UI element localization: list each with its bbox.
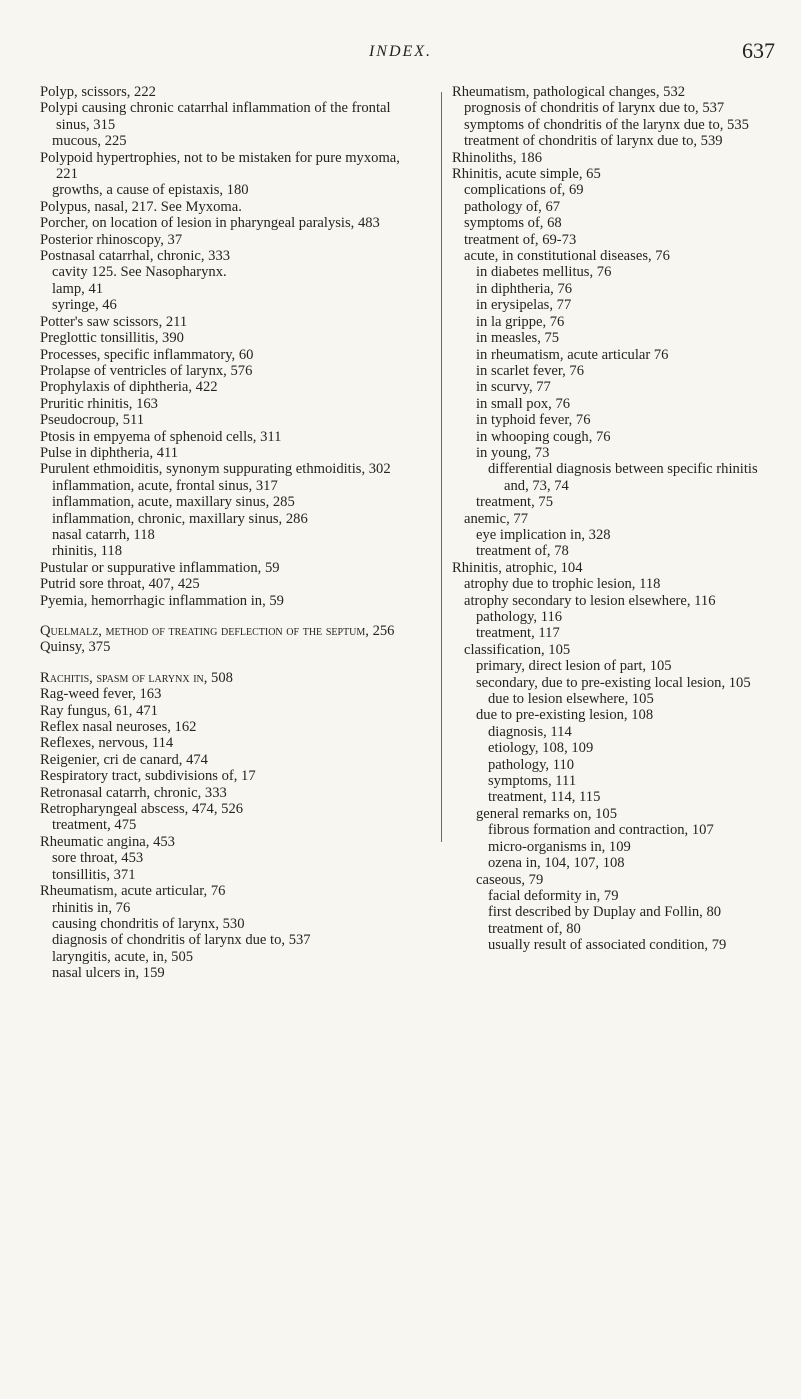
index-entry (452, 379, 782, 395)
index-entry-text: Rag-weed fever, 163 (40, 686, 162, 703)
index-entry (40, 330, 420, 346)
index-entry-text: treatment, 75 (476, 494, 553, 511)
index-entry-text: Polypi causing chronic catarrhal inflammation of the frontal sinus, 315 (40, 100, 391, 133)
index-entry-text: Pseudocroup, 511 (40, 412, 145, 429)
index-entry-text: Ray fungus, 61, 471 (40, 702, 158, 719)
index-entry (452, 429, 782, 445)
index-entry-text: in scurvy, 77 (476, 379, 551, 396)
index-entry (452, 576, 782, 592)
index-entry-text: ozena in, 104, 107, 108 (488, 855, 625, 872)
index-entry (40, 719, 420, 735)
index-entry (452, 625, 782, 641)
index-entry (452, 822, 782, 838)
index-entry (40, 133, 420, 149)
index-entry (40, 429, 420, 445)
index-entry (452, 330, 782, 346)
index-entry (452, 789, 782, 805)
index-entry (452, 248, 782, 264)
index-entry-text: complications of, 69 (464, 182, 584, 199)
index-entry-text: mucous, 225 (52, 133, 127, 150)
index-entry-text: caseous, 79 (476, 871, 544, 888)
index-entry (40, 752, 420, 768)
index-entry-text: Rheumatic angina, 453 (40, 833, 175, 850)
index-entry (40, 379, 420, 395)
index-entry-text: Pyemia, hemorrhagic inflammation in, 59 (40, 592, 284, 609)
index-entry-text: treatment, 117 (476, 625, 560, 642)
index-entry-text: treatment, 475 (52, 817, 137, 834)
index-entry-text: Quinsy, 375 (40, 639, 111, 656)
index-entry (452, 117, 782, 133)
index-entry-text: Rhinoliths, 186 (452, 149, 543, 166)
index-entry (40, 639, 420, 655)
index-entry-text: sore throat, 453 (52, 850, 144, 867)
index-entry-text: fibrous formation and contraction, 107 (488, 822, 714, 839)
index-entry (40, 900, 420, 916)
index-entry (452, 872, 782, 888)
index-entry-text: Rhinitis, atrophic, 104 (452, 559, 583, 576)
index-entry-text: Putrid sore throat, 407, 425 (40, 576, 200, 593)
index-entry-text: due to lesion elsewhere, 105 (488, 691, 654, 708)
index-entry-text: Polypoid hypertrophies, not to be mistaken for pure myxoma, 221 (40, 149, 400, 183)
index-entry (452, 658, 782, 674)
index-entry-text: pathology, 110 (488, 756, 575, 773)
index-entry (452, 363, 782, 379)
index-entry (452, 297, 782, 313)
index-entry (452, 806, 782, 822)
index-entry-text: Retropharyngeal abscess, 474, 526 (40, 801, 244, 818)
index-entry-text: Prolapse of ventricles of larynx, 576 (40, 362, 253, 379)
index-entry-text: cavity 125. See Nasopharynx. (52, 264, 227, 281)
index-entry (40, 543, 420, 559)
index-entry (40, 494, 420, 510)
index-entry-text: laryngitis, acute, in, 505 (52, 948, 194, 965)
index-entry (452, 675, 782, 691)
index-entry (40, 461, 420, 477)
index-entry-text: Purulent ethmoiditis, synonym suppurating ethmoiditis, 302 (40, 461, 391, 478)
index-entry-text: Polypus, nasal, 217. See Myxoma. (40, 198, 242, 215)
index-entry (452, 707, 782, 723)
index-entry-text: secondary, due to pre-existing local lesion, 105 (476, 674, 751, 691)
index-entry (40, 445, 420, 461)
index-entry-text: in scarlet fever, 76 (476, 362, 585, 379)
index-entry-text: etiology, 108, 109 (488, 740, 594, 757)
index-entry-text: in young, 73 (476, 444, 550, 461)
index-entry (452, 527, 782, 543)
index-entry (40, 916, 420, 932)
index-entry-text: Rhinitis, acute simple, 65 (452, 166, 601, 183)
index-entry (452, 347, 782, 363)
index-entry (452, 855, 782, 871)
index-entry (452, 215, 782, 231)
index-entry (40, 932, 420, 948)
index-entry-text: Pustular or suppurative inflammation, 59 (40, 559, 280, 576)
index-entry-text: acute, in constitutional diseases, 76 (464, 248, 670, 265)
index-entry (40, 785, 420, 801)
index-entry (40, 182, 420, 198)
index-entry-text: Processes, specific inflammatory, 60 (40, 346, 254, 363)
index-entry (452, 412, 782, 428)
index-entry (40, 623, 420, 639)
index-entry-text: facial deformity in, 79 (488, 887, 619, 904)
index-entry (452, 511, 782, 527)
index-entry (40, 84, 420, 100)
index-entry-text: due to pre-existing lesion, 108 (476, 707, 654, 724)
index-entry (452, 609, 782, 625)
index-entry-text: Quelmalz, method of treating deflection of the septum, 256 (40, 623, 395, 639)
index-entry-text: Ptosis in empyema of sphenoid cells, 311 (40, 428, 282, 445)
index-entry (40, 199, 420, 215)
index-entry (452, 232, 782, 248)
index-entry (452, 445, 782, 461)
index-entry-text: Pruritic rhinitis, 163 (40, 395, 158, 412)
index-entry (40, 297, 420, 313)
index-entry (452, 724, 782, 740)
index-entry (452, 691, 782, 707)
index-entry (40, 363, 420, 379)
index-entry-text: symptoms of chondritis of the larynx due to, 535 (464, 116, 749, 133)
index-entry (452, 494, 782, 510)
index-entry-text: syringe, 46 (52, 297, 117, 314)
index-entry (40, 478, 420, 494)
index-entry (40, 264, 420, 280)
index-entry-text: general remarks on, 105 (476, 805, 618, 822)
index-entry-text: inflammation, chronic, maxillary sinus, 286 (52, 510, 308, 527)
index-entry-text: Prophylaxis of diphtheria, 422 (40, 379, 218, 396)
index-entry (40, 593, 420, 609)
index-entry (452, 740, 782, 756)
page-number: 637 (742, 38, 775, 63)
index-entry-text: eye implication in, 328 (476, 526, 611, 543)
index-entry-text: tonsillitis, 371 (52, 866, 136, 883)
index-entry-text: Potter's saw scissors, 211 (40, 313, 188, 330)
index-entry (40, 965, 420, 981)
index-entry (452, 773, 782, 789)
index-entry (40, 412, 420, 428)
index-entry (40, 670, 420, 686)
index-entry-text: pathology, 116 (476, 609, 563, 625)
index-entry-text: in diabetes mellitus, 76 (476, 264, 612, 281)
index-entry-text: Porcher, on location of lesion in pharyngeal paralysis, 483 (40, 215, 380, 232)
index-entry (452, 182, 782, 198)
index-entry-text: lamp, 41 (52, 280, 104, 297)
index-entry-text: symptoms, 111 (488, 773, 577, 790)
index-entry-text: anemic, 77 (464, 510, 529, 527)
index-entry-text: in measles, 75 (476, 330, 560, 347)
index-entry-text: in diphtheria, 76 (476, 280, 573, 297)
index-entry (40, 281, 420, 297)
index-entry (40, 850, 420, 866)
right-index-column (452, 84, 782, 954)
index-entry-text: growths, a cause of epistaxis, 180 (52, 182, 249, 199)
index-entry-text: Posterior rhinoscopy, 37 (40, 231, 183, 248)
index-entry (452, 314, 782, 330)
index-entry-text: pathology of, 67 (464, 198, 561, 215)
index-entry (452, 84, 782, 100)
index-entry (40, 560, 420, 576)
index-entry-text: in whooping cough, 76 (476, 428, 611, 445)
index-entry-text: Respiratory tract, subdivisions of, 17 (40, 768, 256, 785)
index-entry (452, 904, 782, 920)
index-entry (452, 757, 782, 773)
index-entry-text: Retronasal catarrh, chronic, 333 (40, 784, 227, 801)
index-entry-text: treatment of, 78 (476, 543, 569, 560)
index-entry-text: nasal ulcers in, 159 (52, 965, 165, 982)
index-entry-text: Rheumatism, pathological changes, 532 (452, 84, 686, 100)
index-entry (40, 232, 420, 248)
index-entry-text: Reigenier, cri de canard, 474 (40, 751, 208, 768)
index-entry (40, 576, 420, 592)
index-entry-text: Polyp, scissors, 222 (40, 84, 156, 100)
index-entry-text: treatment of, 80 (488, 920, 581, 937)
index-entry-text: in erysipelas, 77 (476, 297, 572, 314)
index-entry (452, 264, 782, 280)
index-entry-text: inflammation, acute, frontal sinus, 317 (52, 477, 278, 494)
index-entry-text: treatment of, 69-73 (464, 231, 577, 248)
index-entry (452, 888, 782, 904)
index-entry-text: Reflexes, nervous, 114 (40, 735, 174, 752)
index-entry (40, 527, 420, 543)
index-entry-text: rhinitis in, 76 (52, 899, 131, 916)
index-entry (452, 461, 782, 494)
index-entry-text: primary, direct lesion of part, 105 (476, 658, 672, 675)
index-entry-text: micro-organisms in, 109 (488, 838, 631, 855)
index-entry (40, 735, 420, 751)
index-entry (452, 396, 782, 412)
index-entry (452, 133, 782, 149)
index-entry-text: diagnosis of chondritis of larynx due to, 537 (52, 932, 311, 949)
index-entry-text: inflammation, acute, maxillary sinus, 285 (52, 494, 295, 511)
index-entry-text: Reflex nasal neuroses, 162 (40, 719, 197, 736)
index-entry (452, 150, 782, 166)
index-entry-text: treatment, 114, 115 (488, 789, 601, 806)
index-entry (452, 937, 782, 953)
index-entry (452, 593, 782, 609)
index-entry-text: prognosis of chondritis of larynx due to, 537 (464, 100, 725, 117)
index-entry (40, 949, 420, 965)
index-entry (452, 921, 782, 937)
index-entry-text: Preglottic tonsillitis, 390 (40, 330, 184, 347)
index-entry (40, 686, 420, 702)
index-entry-text: in rheumatism, acute articular 76 (476, 346, 669, 363)
index-entry-text: Pulse in diphtheria, 411 (40, 444, 179, 461)
index-entry-text: symptoms of, 68 (464, 215, 562, 232)
index-entry-text: diagnosis, 114 (488, 723, 572, 740)
column-divider (441, 92, 442, 842)
index-entry (40, 817, 420, 833)
index-entry (40, 768, 420, 784)
index-entry (452, 839, 782, 855)
index-entry-text: rhinitis, 118 (52, 543, 122, 560)
index-entry (40, 801, 420, 817)
index-entry-text: classification, 105 (464, 641, 571, 658)
index-entry (40, 215, 420, 231)
index-entry (452, 199, 782, 215)
index-entry-text: atrophy secondary to lesion elsewhere, 116 (464, 592, 716, 609)
index-entry-text: atrophy due to trophic lesion, 118 (464, 576, 661, 593)
index-entry (452, 281, 782, 297)
index-entry (452, 560, 782, 576)
left-index-column (40, 84, 420, 982)
index-entry (452, 543, 782, 559)
index-entry (40, 883, 420, 899)
index-entry (40, 314, 420, 330)
index-entry (40, 347, 420, 363)
index-entry-text: Rachitis, spasm of larynx in, 508 (40, 669, 233, 686)
index-entry (452, 100, 782, 116)
running-header-title: INDEX. (368, 43, 433, 60)
index-entry (40, 867, 420, 883)
index-entry (40, 703, 420, 719)
index-entry (452, 166, 782, 182)
index-entry-text: Rheumatism, acute articular, 76 (40, 883, 226, 900)
index-entry (40, 511, 420, 527)
index-entry (40, 834, 420, 850)
index-entry-text: causing chondritis of larynx, 530 (52, 915, 245, 932)
index-entry (40, 396, 420, 412)
index-entry-text: usually result of associated condition, 79 (488, 937, 727, 954)
index-entry (40, 248, 420, 264)
index-entry-text: first described by Duplay and Follin, 80 (488, 904, 722, 921)
index-entry (452, 642, 782, 658)
index-entry-text: in typhoid fever, 76 (476, 412, 591, 429)
index-entry-text: in la grippe, 76 (476, 313, 565, 330)
index-entry-text: differential diagnosis between specific rhinitis and, 73, 74 (488, 461, 758, 494)
index-entry-text: in small pox, 76 (476, 395, 571, 412)
index-entry-text: treatment of chondritis of larynx due to, 539 (464, 133, 723, 150)
index-entry (40, 100, 420, 133)
index-entry (40, 150, 420, 183)
index-entry-text: nasal catarrh, 118 (52, 526, 155, 543)
index-entry-text: Postnasal catarrhal, chronic, 333 (40, 248, 231, 265)
